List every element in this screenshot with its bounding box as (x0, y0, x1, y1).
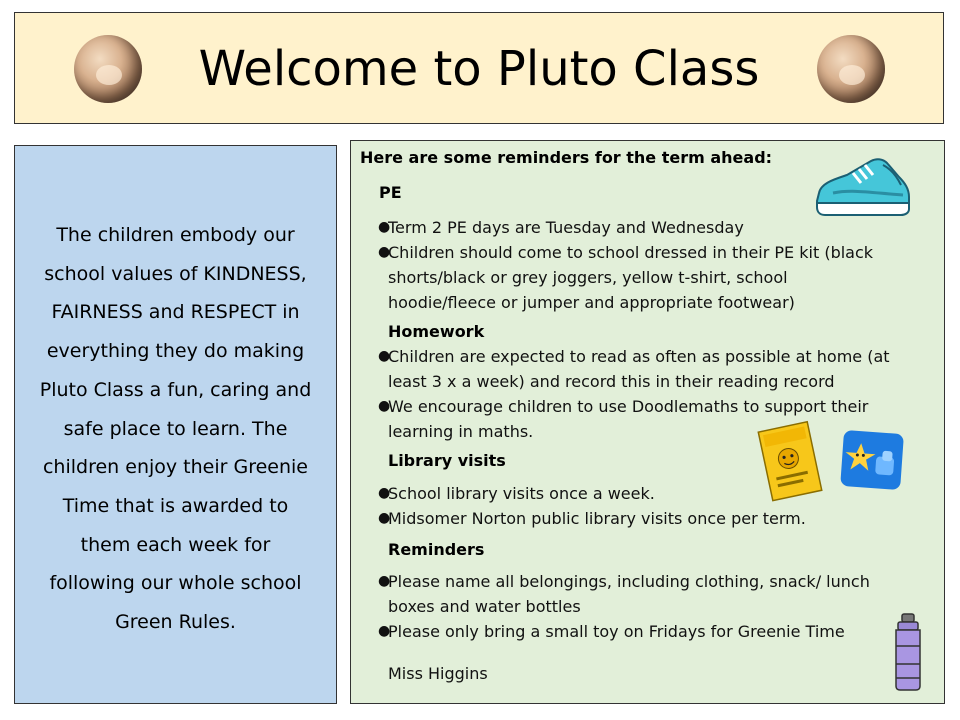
library-bullet-2: Midsomer Norton public library visits once per term. (388, 509, 806, 528)
reminders-panel (350, 140, 945, 704)
doodlemaths-app-icon (838, 430, 906, 492)
reminders-bullet-1-line-2: boxes and water bottles (388, 597, 581, 616)
reminders-bullet-2: Please only bring a small toy on Fridays for Greenie Time (388, 622, 845, 641)
homework-bullet-2-line-2: learning in maths. (388, 422, 534, 441)
pe-heading: PE (379, 183, 402, 202)
pe-bullet-2-line-2: shorts/black or grey joggers, yellow t-shirt, school (388, 268, 788, 287)
bullet: ● (378, 219, 391, 235)
intro-panel (14, 145, 337, 704)
pe-bullet-2-line-3: hoodie/fleece or jumper and appropriate footwear) (388, 293, 795, 312)
trainer-shoe-icon (813, 153, 913, 223)
homework-bullet-1-line-2: least 3 x a week) and record this in their reading record (388, 372, 835, 391)
reading-record-book-icon (757, 420, 825, 502)
bullet: ● (378, 244, 391, 260)
title-banner (14, 12, 944, 124)
intro-line: Time that is awarded to (62, 494, 289, 517)
homework-bullet-2-line-1: We encourage children to use Doodlemaths to support their (388, 397, 869, 416)
intro-line: Green Rules. (115, 611, 236, 634)
intro-text (25, 216, 326, 642)
intro-line: FAIRNESS and RESPECT in (51, 301, 300, 324)
intro-line: safe place to learn. The (63, 417, 288, 440)
intro-line: The children embody our (56, 224, 295, 246)
intro-line: Pluto Class a fun, caring and (39, 378, 312, 401)
pe-bullet-2-line-1: Children should come to school dressed in their PE kit (black (388, 243, 874, 262)
bullet: ● (378, 485, 391, 501)
pluto-planet-icon (817, 35, 885, 103)
library-heading: Library visits (388, 451, 506, 470)
bullet: ● (378, 623, 391, 639)
reminders-subheading: Reminders (388, 540, 485, 559)
homework-heading: Homework (388, 322, 485, 341)
bullet: ● (378, 510, 391, 526)
bullet: ● (378, 398, 391, 414)
library-bullet-1: School library visits once a week. (388, 484, 655, 503)
intro-line: them each week for (80, 533, 271, 556)
intro-line: children enjoy their Greenie (42, 456, 308, 479)
water-bottle-icon (890, 612, 926, 692)
reminders-bullet-1-line-1: Please name all belongings, including clothing, snack/ lunch (388, 572, 870, 591)
intro-line: school values of KINDNESS, (44, 262, 307, 285)
intro-line: everything they do making (46, 340, 305, 363)
intro-line: following our whole school (49, 572, 302, 595)
pe-bullet-1: Term 2 PE days are Tuesday and Wednesday (388, 218, 744, 237)
homework-bullet-1-line-1: Children are expected to read as often as possible at home (at (388, 347, 890, 366)
reminders-heading: Here are some reminders for the term ahead: (360, 148, 773, 167)
bullet: ● (378, 573, 391, 589)
bullet: ● (378, 348, 391, 364)
signoff: Miss Higgins (388, 664, 488, 683)
page-title: Welcome to Pluto Class (198, 41, 760, 97)
